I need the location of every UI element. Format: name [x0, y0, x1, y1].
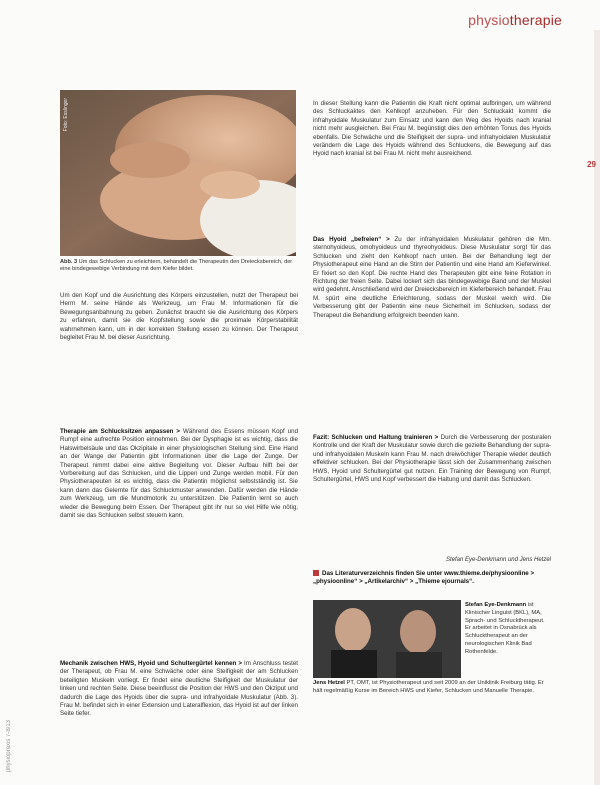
paragraph	[313, 434, 551, 484]
magazine-brand	[468, 12, 562, 28]
paragraph: Um den Kopf und die Ausrichtung des Körpers einzustellen, nutzt der Therapeut bei Herrn M. seine Hände als Werkzeug, um Frau M. Informationen für die Bewegungsanbahnung zu geben. Zunächst braucht sie die Ausrichtung des Körpers zu erfahren, damit sie die Kopfstellung sowie die proximale Körperstabilität wahrnehmen kann, um in der korrekten Stellung essen zu können. Der Therapeut begleitet Frau M. bei dieser Ausrichtung.	[60, 292, 298, 342]
paragraph-text: Zu der infrahyoidalen Muskulatur gehören die Mm. sternohyoideus, omohyoideus und thyreohyoideus. Diese Muskulatur sorgt für das Schlucken und zieht den Kehlkopf nach unten. Bei der Behandlung legt der Physiotherapeut eine Hand an die Stirn der Patientin und eine Hand am Kieferwinkel. Er fixiert so den Kopf. Die rechte Hand des Therapeuten gibt eine feine Rotation in Richtung der freien Seite. Dabei lockert sich das bindegewebige Band und der Muskel wird gedehnt. Anschließend wird der Dreiecksbereich im Kieferbereich behandelt. Frau M. spürt eine deutliche Erleichterung, sodass der Muskel weich wird. Die Verbesserung gibt der Patientin eine neue Sicherheit im Schlucken, sodass der Therapeut die Behandlung erfolgreich beenden kann.	[313, 236, 551, 319]
author-description-1: ist Klinischer Linguist (BKL), MA, Sprach- und Schlucktherapeut. Er arbeitet in Osnabrück als Schlucktherapeut an der neurologischen Klinik Bad Rothenfelde.	[465, 602, 545, 655]
author-bio-text-1	[465, 602, 551, 657]
section-heading: Mechanik zwischen HWS, Hyoid und Schultergürtel kennen >	[60, 660, 242, 667]
author-name-1: Stefan Eye-Denkmann	[465, 602, 527, 608]
paragraph	[313, 236, 551, 320]
author-description-2: PT, OMT, ist Physiotherapeut und seit 2009 an der Uniklinik Freiburg tätig. Er hält regelmäßig Kurse im Bereich HWS und Kiefer, Schlucken und Manuelle Therapie.	[313, 680, 544, 694]
author-bio-text-2	[313, 680, 551, 696]
author-photo	[313, 600, 461, 678]
arrow-icon	[313, 570, 319, 576]
paragraph-text: Durch die Verbesserung der posturalen Kontrolle und der Kraft der Muskulatur sowie durch die gezielte Behandlung der supra- und infrahyoidalen Muskeln kann Frau M. nach dreiwöchiger Therapie wieder deutlich effektiver schlucken. Bei der Physiotherapie lässt sich der Zusammenhang zwischen HWS, Hyoid und Schultergürtel gut nutzen. Ein Training der Bewegung von Rumpf, Schultergürtel, HWS und Kopf verbessert die Haltung und damit das Schlucken.	[313, 434, 551, 484]
treatment-photo	[60, 90, 296, 256]
side-margin-bar	[594, 30, 600, 785]
body-text-left-1	[60, 292, 298, 342]
section-heading: Das Hyoid „befreien“ >	[313, 236, 390, 243]
section-heading: Fazit: Schlucken und Haltung trainieren >	[313, 434, 439, 441]
page-header	[0, 0, 600, 40]
body-text-right-1	[313, 100, 551, 159]
literature-info	[313, 570, 551, 587]
paragraph-text: Während des Essens müssen Kopf und Rumpf eine aufrechte Position einnehmen. Bei der Dysphagie ist es wichtig, dass die Halswirbelsäule und das Okzipitale in einer physiologischen Stellung sind. Eine Hand an der Wange der Patientin gibt Informationen über die Lage der Zunge. Der Therapeut nimmt dabei eine aktive Begleitung vor. Dieser Aufbau hilft bei der Vorbereitung auf das Schlucken, und die Lippen und Zunge werden mobil. Für den Physiotherapeuten ist es wichtig, dass die Patientin möglichst selbstständig ist. Sie kann dann das Gelernte für das Schluckmuster anwenden. Dafür werden die Hände zum Werkzeug, um die Mundmotorik zu unterstützen. Die Patientin lernt so auch wieder die Bewegung beim Essen. Der Therapeut gibt ihr nur so viel Hilfe wie nötig, damit sie das Schlucken selbst steuern kann.	[60, 428, 299, 520]
page-number: 29	[587, 160, 596, 169]
caption-label: Abb. 3	[60, 259, 78, 265]
body-text-right-2	[313, 236, 551, 320]
figure-caption	[60, 259, 298, 273]
treatment-photo-image	[60, 90, 296, 256]
paragraph: In dieser Stellung kann die Patientin die Kraft nicht optimal aufbringen, um während des Schluckaktes den Kehlkopf anzuheben. Für den Schluckakt kommt die infrahyoidale Muskulatur zum Einsatz und kann den Weg des Hyoids nach kranial nicht mehr ausgleichen. Bei Frau M. begünstigt dies den erhöhten Tonus des Hyoids ebenfalls. Die Schwäche und die Steifigkeit der supra- und infrahyoidalen Muskulatur verändern die Lage des Hyoids während des Schluckens, die Bewegung auf das Hyoid nach kranial ist bei Frau M. nicht mehr ausreichend.	[313, 100, 551, 158]
paragraph	[60, 660, 298, 719]
paragraph-text: Im Anschluss testet der Therapeut, ob Frau M. eine Schwäche oder eine Steifigkeit der am Schlucken beteiligten Muskeln vorliegt. Er findet eine deutliche Steifigkeit der Muskulatur der linken und rechten Seite. Diese beeinflusst die Position der HWS und den Okziput und dadurch die Lage des Hyoids über die supra- und infrahyoidale Muskulatur (Abb. 3). Frau M. befindet sich in einer Extension und Lateralflexion, das Hyoid ist auf der linken Seite tiefer.	[60, 660, 298, 718]
body-text-left-3	[60, 660, 298, 719]
brand-part-1: physio	[468, 12, 510, 28]
body-text-left-2	[60, 428, 298, 520]
caption-text: Um das Schlucken zu erleichtern, behandelt die Therapeutin den Dreiecksbereich, der eine bindegewebige Verbindung mit dem Kiefer bildet.	[60, 259, 293, 273]
section-heading: Therapie am Schlucksitzen anpassen >	[60, 428, 181, 435]
paragraph	[60, 428, 298, 520]
literature-link-text[interactable]: Das Literaturverzeichnis finden Sie unter www.thieme.de/physioonline > „physioonline“ > „Artikelarchiv“ > „Thieme ejournals“.	[313, 570, 535, 586]
body-text-right-3	[313, 434, 551, 484]
author-bio	[313, 600, 551, 700]
photo-credit: Foto: Esslinger	[63, 98, 69, 132]
brand-part-2: therapie	[509, 12, 562, 28]
footer-issue: physiopraxis 7-8/13	[6, 720, 12, 773]
author-signature: Stefan Eye-Denkmann und Jens Hetzel	[445, 557, 551, 563]
author-photo-image	[313, 600, 461, 678]
author-name-2: Jens Hetzel	[313, 680, 345, 686]
